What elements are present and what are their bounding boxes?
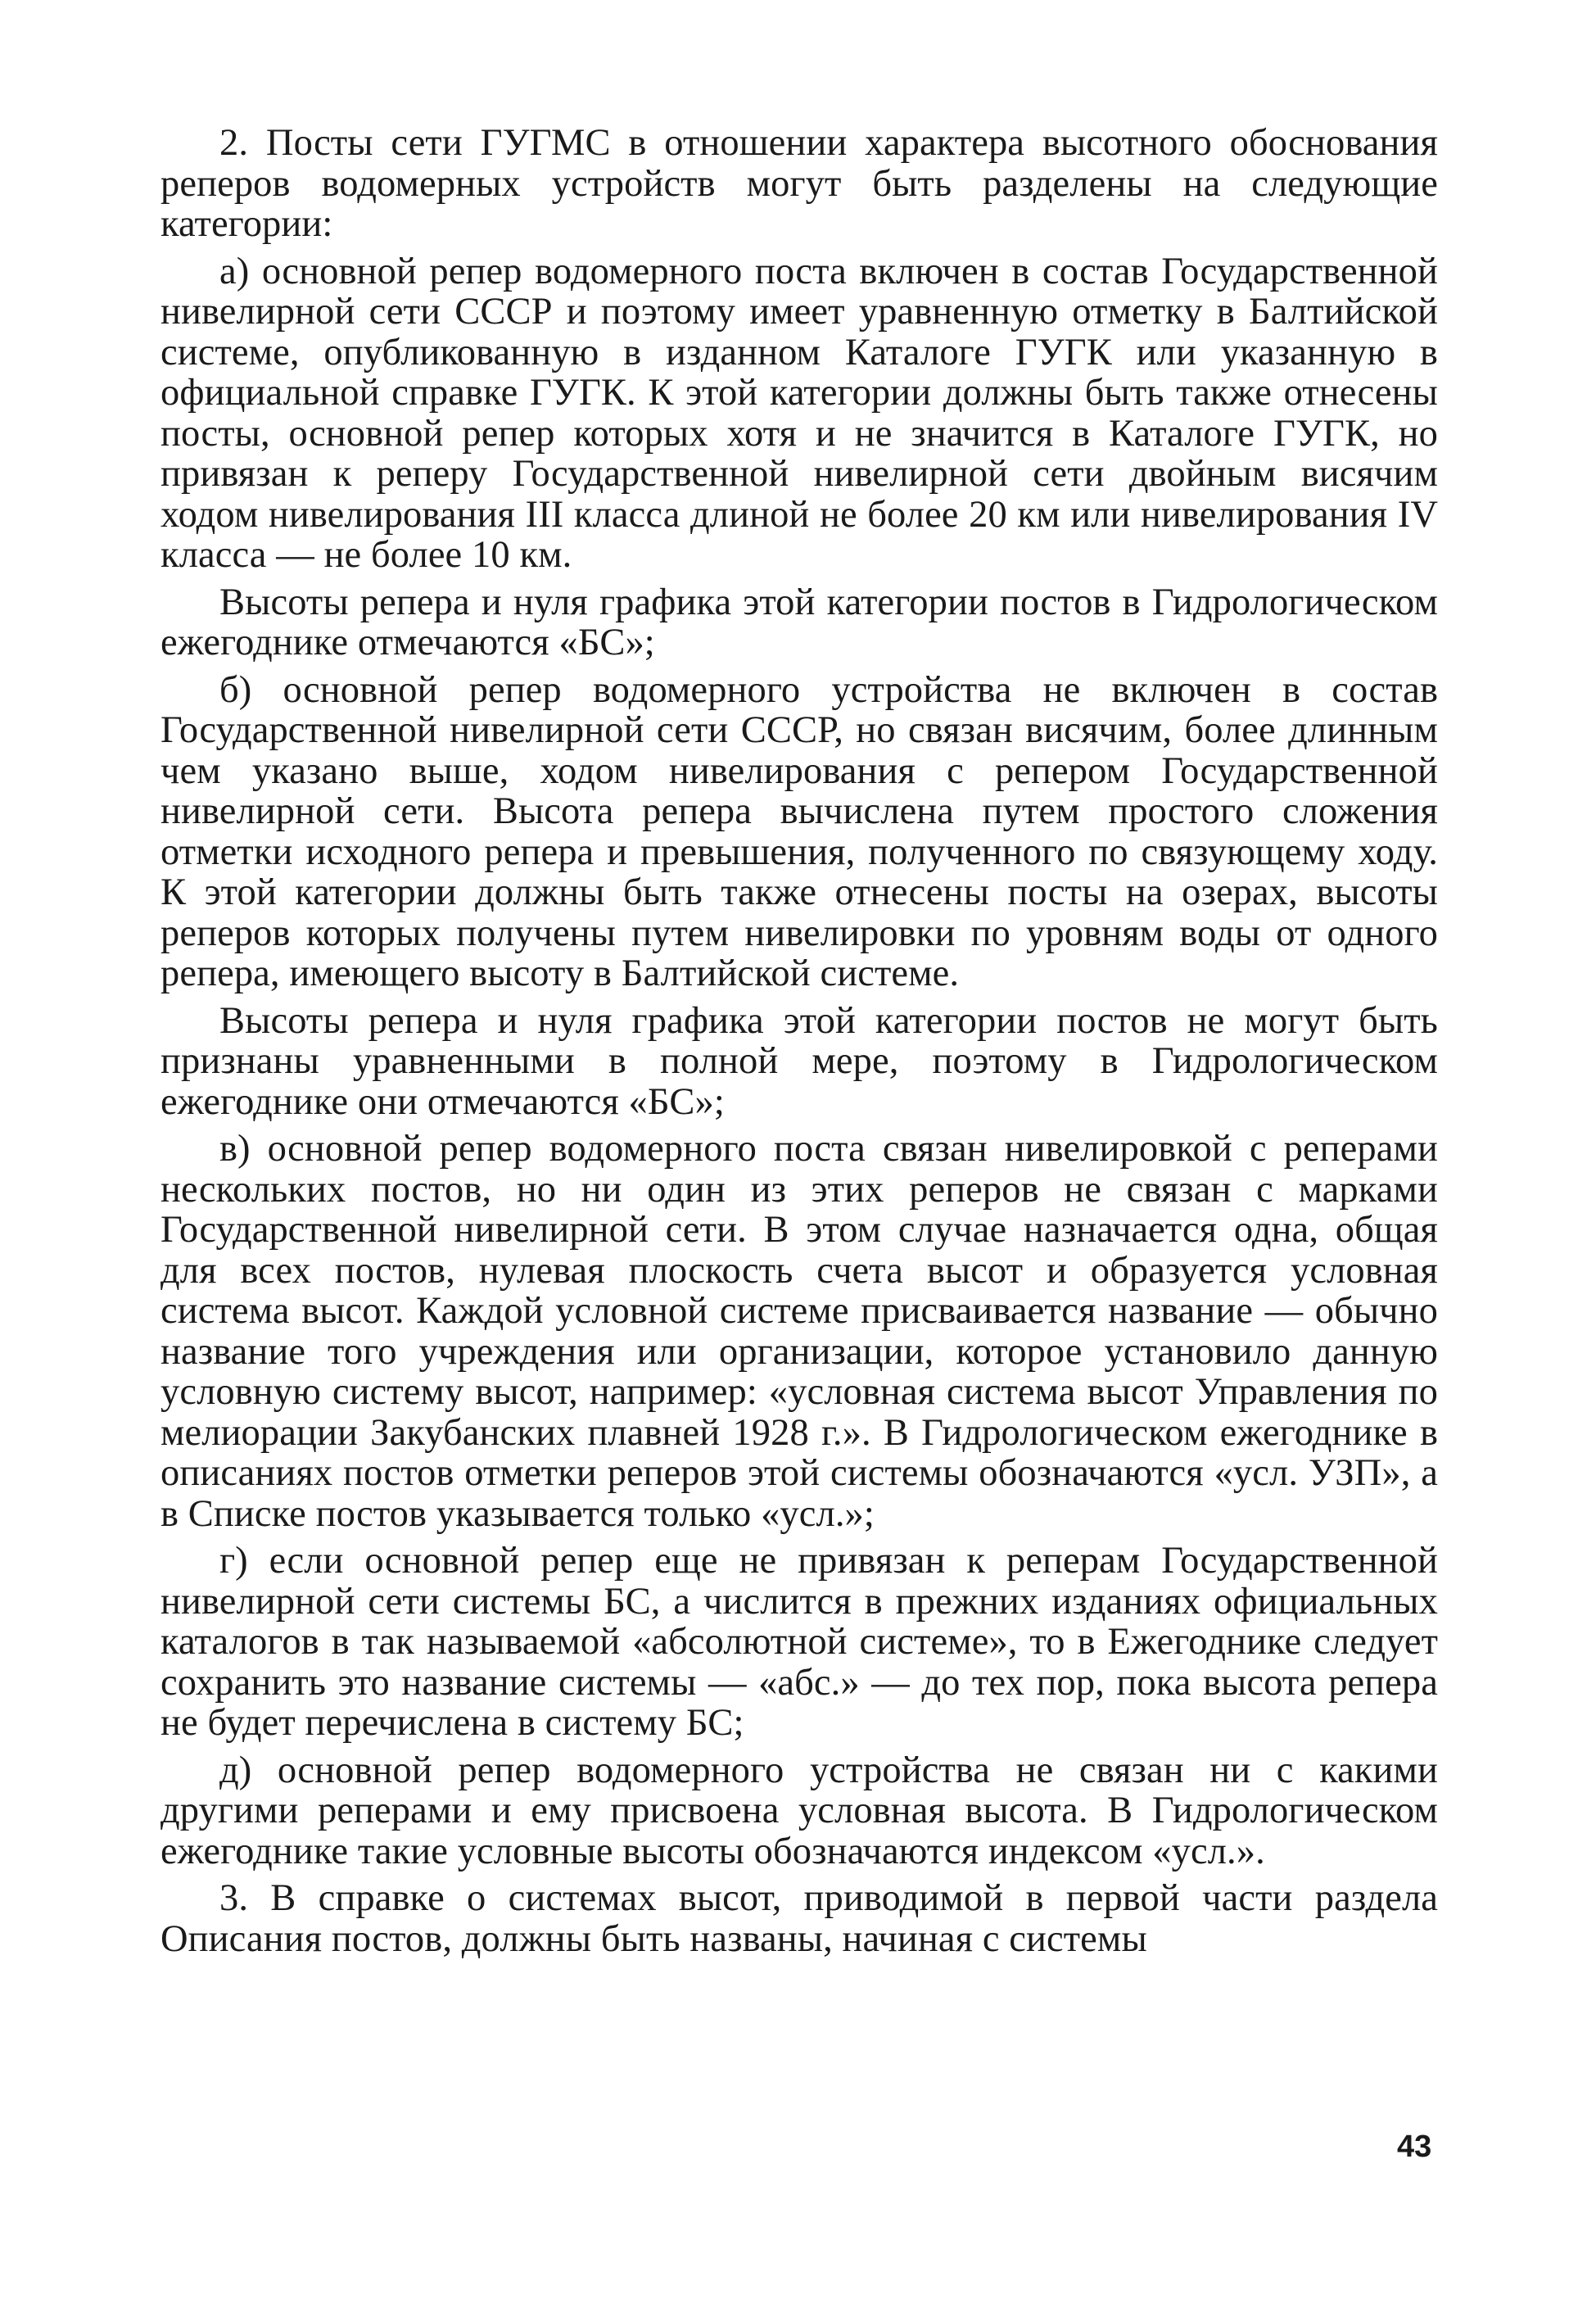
paragraph-category-d: д) основной репер водомерного устройства не связан ни с какими другими реперами и ему присвоена условная высота. В Гидрологическом ежегоднике такие условные высоты обозначаются индексом «усл.». [161,1749,1438,1872]
paragraph-category-b: б) основной репер водомерного устройства не включен в состав Государственной нивелирной сети СССР, но связан висячим, более длинным чем указано выше, ходом нивелирования с репером Государственной нивелирной сети. Высота репера вычислена путем простого сложения отметки исходного репера и превышения, полученного по связующему ходу. К этой категории должны быть также отнесены посты на озерах, высоты реперов которых получены путем нивелировки по уровням воды от одного репера, имеющего высоту в Балтийской системе. [161,668,1438,994]
page-number: 43 [1397,2130,1432,2164]
paragraph-category-b-heights: Высоты репера и нуля графика этой категории постов не могут быть признаны уравненными в полной мере, поэтому в Гидрологическом ежегоднике они отмечаются «БС»; [161,999,1438,1123]
paragraph-item-3: 3. В справке о системах высот, приводимой в первой части раздела Описания постов, должны быть названы, начиная с системы [161,1877,1438,1960]
paragraph-category-a: а) основной репер водомерного поста включен в состав Государственной нивелирной сети СССР и поэтому имеет уравненную отметку в Балтийской системе, опубликованную в изданном Каталоге ГУГК или указанную в официальной справке ГУГК. К этой категории должны быть также отнесены посты, основной репер которых хотя и не значится в Каталоге ГУГК, но привязан к реперу Государственной нивелирной сети двойным висячим ходом нивелирования III класса длиной не более 20 км или нивелирования IV класса — не более 10 км. [161,250,1438,576]
document-page [161,123,1438,1966]
paragraph-category-g: г) если основной репер еще не привязан к реперам Государственной нивелирной сети системы БС, а числится в прежних изданиях официальных каталогов в так называемой «абсолютной системе», то в Ежегоднике следует сохранить это название системы — «абс.» — до тех пор, пока высота репера не будет перечислена в систему БС; [161,1540,1438,1744]
paragraph-category-v: в) основной репер водомерного поста связан нивелировкой с реперами нескольких постов, но ни один из этих реперов не связан с марками Государственной нивелирной сети. В этом случае назначается одна, общая для всех постов, нулевая плоскость счета высот и образуется условная система высот. Каждой условной системе присваивается название — обычно название того учреждения или организации, которое установило данную условную систему высот, например: «условная система высот Управления по мелиорации Закубанских плавней 1928 г.». В Гидрологическом ежегоднике в описаниях постов отметки реперов этой системы обозначаются «усл. УЗП», а в Списке постов указывается только «усл.»; [161,1128,1438,1535]
paragraph-item-2-intro: 2. Посты сети ГУГМС в отношении характера высотного обоснования реперов водомерных устройств могут быть разделены на следующие категории: [161,122,1438,245]
paragraph-category-a-heights: Высоты репера и нуля графика этой категории постов в Гидрологическом ежегоднике отмечаются «БС»; [161,581,1438,663]
